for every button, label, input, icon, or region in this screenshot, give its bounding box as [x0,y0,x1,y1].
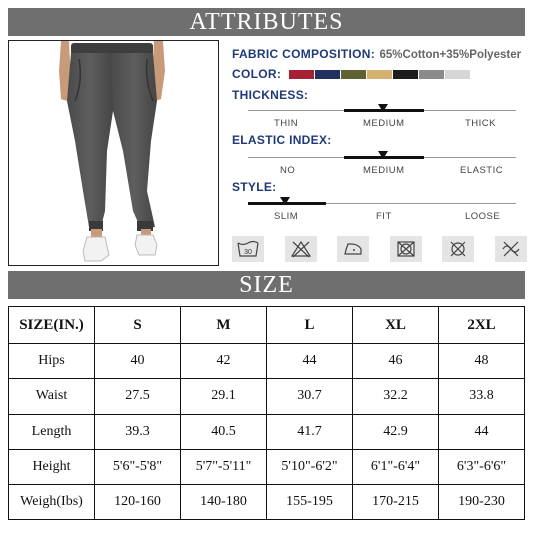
color-swatch-khaki[interactable] [367,70,392,79]
style-option: FIT [376,211,392,222]
table-cell: 170-215 [353,484,439,519]
table-cell: 6'1"-6'4" [353,449,439,484]
table-cell: 27.5 [95,379,181,414]
table-cell: 140-180 [181,484,267,519]
table-cell: 40 [95,344,181,379]
table-cell: 42 [181,344,267,379]
table-cell: 120-160 [95,484,181,519]
fabric-value: 65%Cotton+35%Polyester [379,49,522,61]
iron-low-icon [337,236,369,262]
table-cell: 48 [439,344,525,379]
color-swatch-light-gray[interactable] [445,70,470,79]
table-cell: Height [9,449,95,484]
table-cell: 40.5 [181,414,267,449]
elastic-option: MEDIUM [363,165,405,176]
table-row [9,449,525,484]
style-option: LOOSE [465,211,501,222]
thickness-option: THIN [274,118,299,129]
table-cell: 41.7 [267,414,353,449]
table-row [9,344,525,379]
table-cell: 155-195 [267,484,353,519]
color-swatch-olive[interactable] [341,70,366,79]
table-cell: 29.1 [181,379,267,414]
attributes-title: ATTRIBUTES [189,8,344,35]
size-banner [8,271,525,299]
size-title: SIZE [239,271,294,298]
table-cell: 30.7 [267,379,353,414]
table-cell: 5'6"-5'8" [95,449,181,484]
attributes-banner [8,8,525,36]
attributes-panel [232,40,527,266]
table-cell: 5'10"-6'2" [267,449,353,484]
care-icons [232,236,527,262]
wash-30-icon [232,236,264,262]
style-option: SLIM [274,211,299,222]
table-cell: 44 [267,344,353,379]
style-label: STYLE: [232,180,277,194]
table-row [9,414,525,449]
table-header-cell: M [181,307,267,344]
table-cell: 5'7"-5'11" [181,449,267,484]
thickness-option: THICK [465,118,496,129]
table-header-row [9,307,525,344]
no-bleach-icon [285,236,317,262]
jogger-pants-image [9,41,219,266]
color-swatch-red[interactable] [289,70,314,79]
table-cell: Weigh(Ibs) [9,484,95,519]
table-cell: 42.9 [353,414,439,449]
table-header-cell: XL [353,307,439,344]
table-cell: 46 [353,344,439,379]
table-header-cell: S [95,307,181,344]
color-label: COLOR: [232,67,282,81]
color-swatch-navy[interactable] [315,70,340,79]
color-row [232,67,470,81]
fabric-label: FABRIC COMPOSITION: [232,47,376,61]
product-photo [8,40,219,266]
table-header-cell: SIZE(IN.) [9,307,95,344]
table-cell: 190-230 [439,484,525,519]
table-row [9,379,525,414]
table-header-cell: L [267,307,353,344]
thickness-option: MEDIUM [363,118,405,129]
elastic-option: NO [280,165,296,176]
table-cell: Hips [9,344,95,379]
no-dry-clean-icon [442,236,474,262]
table-cell: 44 [439,414,525,449]
table-cell: Waist [9,379,95,414]
table-row [9,484,525,519]
size-chart-table [8,306,525,520]
fabric-row [232,45,521,63]
table-cell: 6'3"-6'6" [439,449,525,484]
elastic-option: ELASTIC [460,165,504,176]
table-cell: 33.8 [439,379,525,414]
table-cell: 32.2 [353,379,439,414]
style-marker [280,197,290,205]
elastic-marker [378,151,388,159]
no-tumble-dry-icon [390,236,422,262]
style-scale [248,196,516,210]
color-swatches [289,70,470,79]
elastic-label: ELASTIC INDEX: [232,133,332,147]
table-cell: Length [9,414,95,449]
table-cell: 39.3 [95,414,181,449]
thickness-marker [378,104,388,112]
thickness-scale [248,103,516,117]
color-swatch-black[interactable] [393,70,418,79]
wash-temp-text: 30 [244,249,252,256]
no-wring-icon [495,236,527,262]
elastic-scale [248,150,516,164]
thickness-label: THICKNESS: [232,88,309,102]
table-header-cell: 2XL [439,307,525,344]
color-swatch-gray[interactable] [419,70,444,79]
